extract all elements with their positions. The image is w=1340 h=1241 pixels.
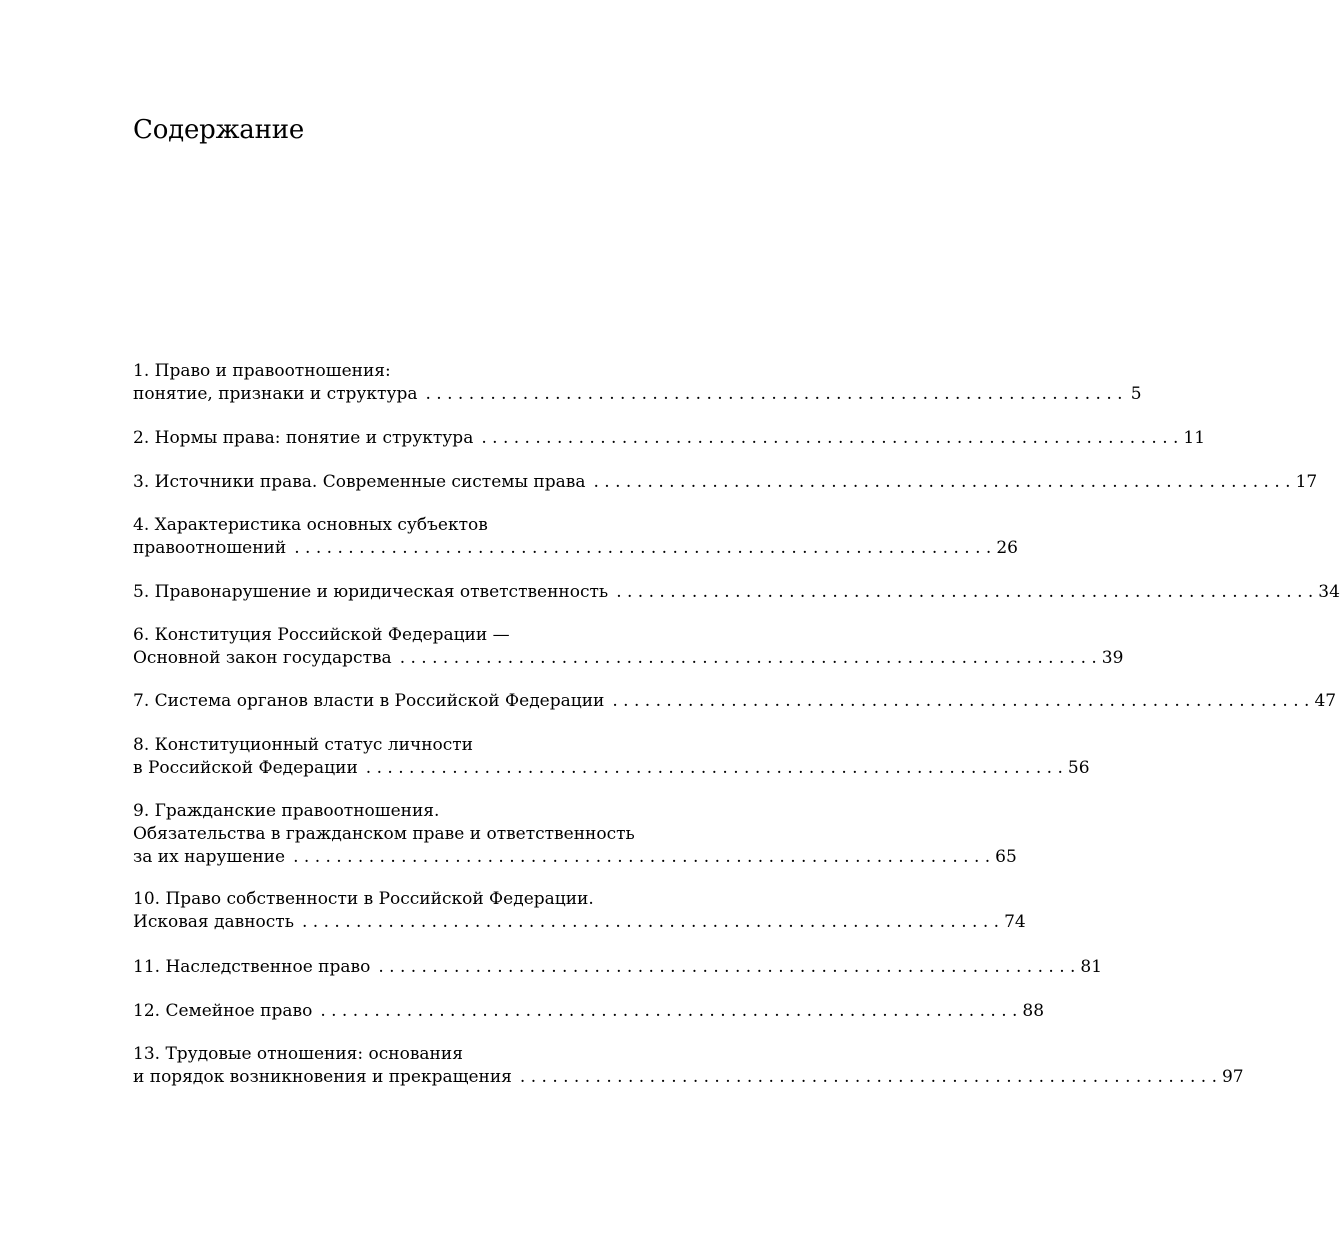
toc-entry-title-line: 1. Право и правоотношения: bbox=[133, 361, 391, 381]
toc-entry[interactable] bbox=[133, 956, 1103, 979]
toc-entry-title-line: 4. Характеристика основных субъектов bbox=[133, 515, 488, 535]
toc-entry-title-line: понятие, признаки и структура bbox=[133, 384, 418, 404]
toc-page-number: 74 bbox=[1004, 912, 1026, 932]
toc-entry-title-line: 6. Конституция Российской Федерации — bbox=[133, 625, 510, 645]
toc-leader-dots: . . . . . . . . . . . . . . . . . . . . . . . . . . . . . . . . . . . . . . . . . . . . . . . . . . . . . . . . . . . . . . . . . bbox=[320, 1001, 1018, 1021]
toc-entry-title-line: Обязательства в гражданском праве и ответственность bbox=[133, 824, 635, 844]
toc-page-number: 56 bbox=[1067, 758, 1090, 778]
toc-entry-title-line: 12. Семейное право bbox=[133, 1001, 313, 1021]
toc-leader-dots: . . . . . . . . . . . . . . . . . . . . . . . . . . . . . . . . . . . . . . . . . . . . . . . . . . . . . . . . . . . . . . . . . bbox=[301, 912, 1000, 932]
toc-leader-dots: . . . . . . . . . . . . . . . . . . . . . . . . . . . . . . . . . . . . . . . . . . . . . . . . . . . . . . . . . . . . . . . . . bbox=[519, 1067, 1217, 1087]
toc-page-number: 34 bbox=[1318, 582, 1340, 602]
toc-entry[interactable] bbox=[133, 581, 1340, 604]
toc-entry-title-line: 8. Конституционный статус личности bbox=[133, 735, 474, 755]
toc-entry-title-line: 5. Правонарушение и юридическая ответственность bbox=[133, 582, 609, 602]
toc-leader-dots: . . . . . . . . . . . . . . . . . . . . . . . . . . . . . . . . . . . . . . . . . . . . . . . . . . . . . . . . . . . . . . . . . bbox=[425, 384, 1123, 404]
toc-page-number: 11 bbox=[1183, 428, 1206, 448]
toc-entry-last-line bbox=[133, 911, 1026, 934]
toc-entry-last-line bbox=[133, 581, 1340, 604]
toc-entry[interactable] bbox=[133, 360, 1142, 406]
toc-entry-last-line bbox=[133, 690, 1337, 713]
toc-entry-title-line: Основной закон государства bbox=[133, 648, 392, 668]
toc-entry[interactable] bbox=[133, 800, 1017, 869]
toc-leader-dots: . . . . . . . . . . . . . . . . . . . . . . . . . . . . . . . . . . . . . . . . . . . . . . . . . . . . . . . . . . . . . . . . . bbox=[378, 957, 1076, 977]
toc-entry[interactable] bbox=[133, 471, 1318, 494]
toc-entry[interactable] bbox=[133, 514, 1018, 560]
toc-entry-title-line: 10. Право собственности в Российской Федерации. bbox=[133, 889, 594, 909]
toc-page-number: 88 bbox=[1022, 1001, 1045, 1021]
toc-entry-last-line bbox=[133, 846, 1017, 869]
toc-leader-dots: . . . . . . . . . . . . . . . . . . . . . . . . . . . . . . . . . . . . . . . . . . . . . . . . . . . . . . . . . . . . . . . . . bbox=[293, 847, 991, 867]
toc-entry-last-line bbox=[133, 471, 1318, 494]
toc-page-number: 26 bbox=[996, 538, 1018, 558]
toc-page-number: 47 bbox=[1314, 691, 1337, 711]
toc-entry-last-line bbox=[133, 537, 1018, 560]
toc-entry[interactable] bbox=[133, 734, 1090, 780]
toc-entry-title-line: 9. Гражданские правоотношения. bbox=[133, 801, 440, 821]
toc-entry-last-line bbox=[133, 427, 1206, 450]
toc-entry-last-line bbox=[133, 956, 1103, 979]
toc-entry-last-line bbox=[133, 1000, 1045, 1023]
toc-entry-title-line: и порядок возникновения и прекращения bbox=[133, 1067, 512, 1087]
toc-leader-dots: . . . . . . . . . . . . . . . . . . . . . . . . . . . . . . . . . . . . . . . . . . . . . . . . . . . . . . . . . . . . . . . . . bbox=[612, 691, 1310, 711]
toc-entry-last-line bbox=[133, 647, 1124, 670]
toc-entry[interactable] bbox=[133, 888, 1026, 934]
toc-entry[interactable] bbox=[133, 1043, 1244, 1089]
toc-entry-last-line bbox=[133, 1066, 1244, 1089]
toc-entry-title-line: 3. Источники права. Современные системы права bbox=[133, 472, 586, 492]
toc-entry-title-line: 7. Система органов власти в Российской Федерации bbox=[133, 691, 605, 711]
toc-entry[interactable] bbox=[133, 690, 1337, 713]
toc-page-number: 65 bbox=[995, 847, 1017, 867]
toc-entry-title-line: правоотношений bbox=[133, 538, 287, 558]
toc-page-number: 5 bbox=[1130, 384, 1142, 404]
toc-page-number: 39 bbox=[1101, 648, 1124, 668]
toc-leader-dots: . . . . . . . . . . . . . . . . . . . . . . . . . . . . . . . . . . . . . . . . . . . . . . . . . . . . . . . . . . . . . . . . . bbox=[399, 648, 1097, 668]
toc-entry-last-line bbox=[133, 757, 1090, 780]
toc-entry-title-line: 13. Трудовые отношения: основания bbox=[133, 1044, 463, 1064]
toc-entry[interactable] bbox=[133, 1000, 1045, 1023]
toc-leader-dots: . . . . . . . . . . . . . . . . . . . . . . . . . . . . . . . . . . . . . . . . . . . . . . . . . . . . . . . . . . . . . . . . . bbox=[294, 538, 992, 558]
toc-page-number: 97 bbox=[1221, 1067, 1244, 1087]
toc-entry-title-line: в Российской Федерации bbox=[133, 758, 358, 778]
toc-entry[interactable] bbox=[133, 624, 1124, 670]
toc-leader-dots: . . . . . . . . . . . . . . . . . . . . . . . . . . . . . . . . . . . . . . . . . . . . . . . . . . . . . . . . . . . . . . . . . bbox=[616, 582, 1314, 602]
toc-entry-title-line: 2. Нормы права: понятие и структура bbox=[133, 428, 474, 448]
toc-leader-dots: . . . . . . . . . . . . . . . . . . . . . . . . . . . . . . . . . . . . . . . . . . . . . . . . . . . . . . . . . . . . . . . . . bbox=[365, 758, 1063, 778]
toc-entry-title-line: 11. Наследственное право bbox=[133, 957, 371, 977]
toc-entry[interactable] bbox=[133, 427, 1206, 450]
toc-leader-dots: . . . . . . . . . . . . . . . . . . . . . . . . . . . . . . . . . . . . . . . . . . . . . . . . . . . . . . . . . . . . . . . . . bbox=[481, 428, 1179, 448]
toc-page-number: 17 bbox=[1295, 472, 1318, 492]
toc-page-number: 81 bbox=[1080, 957, 1103, 977]
toc-entry-title-line: за их нарушение bbox=[133, 847, 286, 867]
toc-leader-dots: . . . . . . . . . . . . . . . . . . . . . . . . . . . . . . . . . . . . . . . . . . . . . . . . . . . . . . . . . . . . . . . . . bbox=[593, 472, 1291, 492]
toc-entry-title-line: Исковая давность bbox=[133, 912, 294, 932]
page-title: Содержание bbox=[133, 115, 305, 145]
toc-entry-last-line bbox=[133, 383, 1142, 406]
